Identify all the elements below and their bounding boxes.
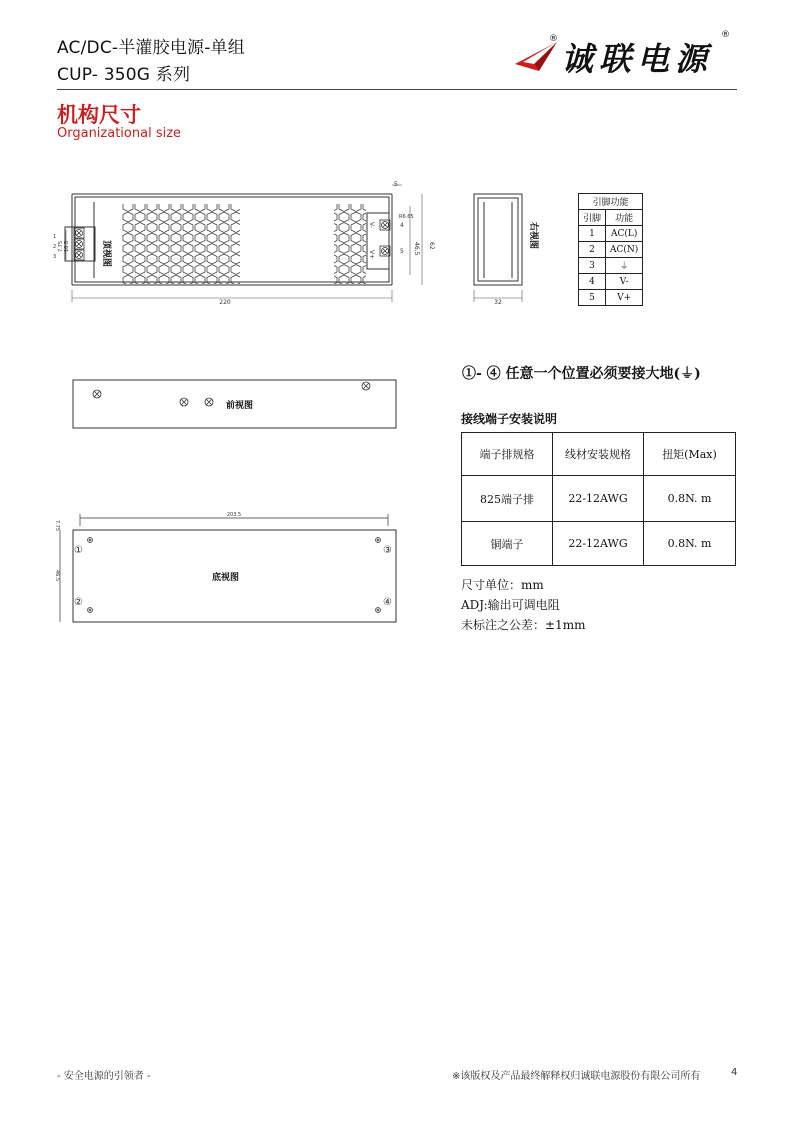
logo-registered-mark: ® — [549, 34, 558, 44]
front-view-label: 前视图 — [226, 401, 254, 411]
install-header: 线材安装规格 — [553, 433, 644, 476]
pin-table-header-pin: 引脚 — [579, 210, 606, 226]
pin-cell: 2 — [579, 242, 606, 258]
pin-function-table — [578, 193, 643, 306]
right-view-drawing — [468, 180, 548, 310]
install-cell: 0.8N. m — [644, 476, 736, 522]
func-cell: AC(N) — [606, 242, 643, 258]
out-label-vminus: V- — [368, 222, 375, 228]
hole-label-1: ① — [74, 545, 83, 556]
logo-arrow-icon — [513, 40, 559, 74]
pin-cell: 5 — [579, 290, 606, 306]
hole-label-4: ④ — [383, 597, 392, 608]
top-dim-width: 62 — [428, 242, 435, 250]
section-title: 机构尺寸 — [57, 103, 141, 127]
install-header: 端子排规格 — [462, 433, 553, 476]
footer-slogan: - 安全电源的引领者 - — [57, 1071, 151, 1082]
doc-title-line2: CUP- 350G 系列 — [57, 65, 191, 85]
out-pin-4: 4 — [400, 222, 404, 229]
pin-cell: 1 — [579, 226, 606, 242]
install-cell: 22-12AWG — [553, 522, 644, 566]
func-cell: V- — [606, 274, 643, 290]
top-dim-length: 220 — [219, 299, 231, 306]
install-table-title: 接线端子安装说明 — [461, 412, 558, 426]
top-view-drawing — [50, 180, 445, 310]
install-cell: 0.8N. m — [644, 522, 736, 566]
bottom-dim-top: 7.75 — [54, 520, 60, 532]
install-table — [461, 432, 736, 566]
install-cell: 铜端子 — [462, 522, 553, 566]
top-view-label: 顶视图 — [101, 240, 111, 268]
pin-number-1: 1 — [53, 234, 57, 240]
note-unit: 尺寸单位：mm — [461, 578, 544, 592]
pin-cell: 4 — [579, 274, 606, 290]
bottom-dim-height: 46.5 — [54, 570, 60, 582]
install-header: 扭矩(Max) — [644, 433, 736, 476]
top-dim-small: R6.65 — [399, 214, 414, 220]
pin-number-2: 2 — [53, 244, 57, 250]
out-pin-5: 5 — [400, 248, 404, 255]
top-dim-inner: 46.5 — [413, 242, 420, 256]
bottom-view-label: 底视图 — [212, 573, 240, 583]
logo-registered-mark-2: ® — [721, 30, 730, 40]
top-left-dim-1: 7.75 — [58, 240, 64, 252]
front-view-drawing — [70, 378, 400, 430]
hole-label-2: ② — [74, 597, 83, 608]
top-vent-grid-right — [334, 204, 366, 284]
note-adj: ADJ:输出可调电阻 — [461, 598, 560, 612]
bottom-dim-length: 203.5 — [226, 512, 242, 518]
top-dim-top: 5 — [394, 181, 398, 188]
func-cell: ⏚ — [606, 258, 643, 274]
install-cell: 825端子排 — [462, 476, 553, 522]
company-logo-text: 诚联电源 — [561, 40, 714, 78]
right-view-label: 右视图 — [528, 222, 538, 250]
doc-title-line1: AC/DC-半灌胶电源-单组 — [57, 38, 245, 58]
func-cell: AC(L) — [606, 226, 643, 242]
top-vent-grid-left — [122, 204, 240, 284]
page-number: 4 — [731, 1067, 738, 1078]
header-divider — [57, 89, 737, 90]
func-cell: V+ — [606, 290, 643, 306]
pin-cell: 3 — [579, 258, 606, 274]
ground-note: ①- ④ 任意一个位置必须要接大地(⏚) — [462, 366, 701, 382]
section-subtitle: Organizational size — [57, 126, 182, 141]
top-left-dim-2: 16.5 — [64, 240, 70, 252]
right-dim-width: 32 — [494, 299, 502, 306]
note-tolerance: 未标注之公差：±1mm — [461, 618, 586, 632]
pin-table-header-func: 功能 — [606, 210, 643, 226]
out-label-vplus: V+ — [368, 250, 375, 260]
footer-copyright: ※该版权及产品最终解释权归诚联电源股份有限公司所有 — [452, 1071, 701, 1082]
install-cell: 22-12AWG — [553, 476, 644, 522]
bottom-view-drawing — [50, 508, 400, 628]
pin-number-3: 3 — [53, 254, 57, 260]
hole-label-3: ③ — [383, 545, 392, 556]
pin-table-title: 引脚功能 — [579, 194, 643, 210]
